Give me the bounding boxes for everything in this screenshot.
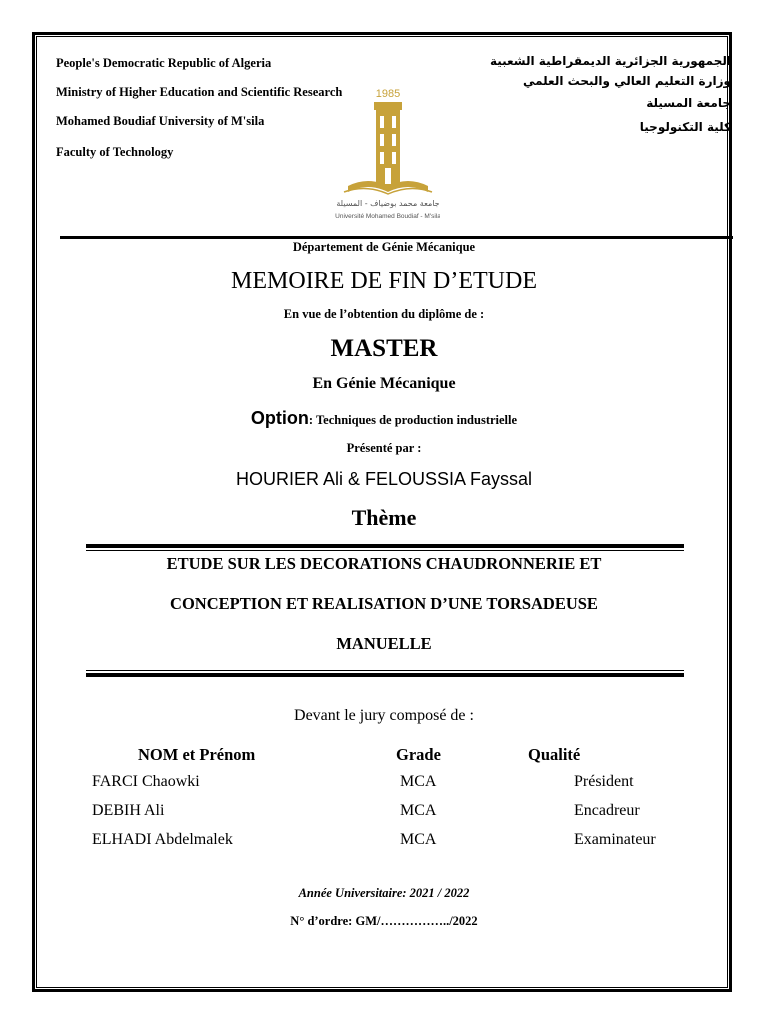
university-name-ar: جامعة المسيلة [646,96,731,110]
jury-header-name: NOM et Prénom [138,745,256,764]
country-name-en: People's Democratic Republic of Algeria [56,56,272,70]
university-logo [330,80,440,225]
jury-member-role: Examinateur [574,831,656,848]
theme-line-1: ETUDE SUR LES DECORATIONS CHAUDRONNERIE ET [166,554,602,573]
jury-member-name: DEBIH Ali [92,802,165,819]
field-of-study: En Génie Mécanique [312,375,456,392]
order-number: N° d’ordre: GM/……………../2022 [290,914,478,928]
degree-title: MASTER [330,335,438,362]
logo-year: 1985 [375,88,401,100]
ministry-name-ar: وزارة التعليم العالي والبحث العلمي [522,74,731,88]
faculty-name-ar: كلية التكنولوجيا [639,120,731,134]
jury-member-role: Président [574,773,634,790]
header-divider [60,236,733,239]
theme-top-rule-thin [86,550,684,551]
jury-intro: Devant le jury composé de : [294,707,474,724]
university-logo-icon [330,80,440,225]
jury-member-role: Encadreur [574,802,640,819]
jury-member-name: FARCI Chaowki [92,773,200,790]
option-line [0,408,768,429]
logo-arabic-name: جامعة محمد بوضياف - المسيلة [336,199,440,208]
jury-member-name: ELHADI Abdelmalek [92,831,233,848]
country-name-ar: الجمهورية الجزائرية الديمقراطية الشعبية [489,54,731,68]
diploma-intro: En vue de l’obtention du diplôme de : [283,307,485,321]
theme-bottom-rule-thin [86,670,684,671]
faculty-name-en: Faculty of Technology [56,145,174,159]
jury-header-role: Qualité [528,745,581,764]
theme-line-2: CONCEPTION ET REALISATION D’UNE TORSADEUSE [170,594,598,613]
ministry-name-en: Ministry of Higher Education and Scientific Research [56,85,343,99]
authors: HOURIER Ali & FELOUSSIA Fayssal [235,469,533,489]
theme-line-3: MANUELLE [336,634,432,653]
theme-bottom-rule [86,673,684,677]
option-label: Option [250,408,309,428]
memoire-title: MEMOIRE DE FIN D’ETUDE [231,268,537,294]
logo-latin-name: Université Mohamed Boudiaf - M'sila [335,213,440,220]
jury-member-grade: MCA [400,802,437,819]
theme-label: Thème [351,505,417,530]
jury-header-grade: Grade [396,745,441,764]
academic-year: Année Universitaire: 2021 / 2022 [298,886,470,900]
presented-by: Présenté par : [346,441,422,455]
university-name-en: Mohamed Boudiaf University of M'sila [56,114,265,128]
theme-top-rule [86,544,684,548]
jury-member-grade: MCA [400,831,437,848]
option-value: : Techniques de production industrielle [308,413,518,427]
department-name: Département de Génie Mécanique [292,240,476,254]
jury-member-grade: MCA [400,773,437,790]
